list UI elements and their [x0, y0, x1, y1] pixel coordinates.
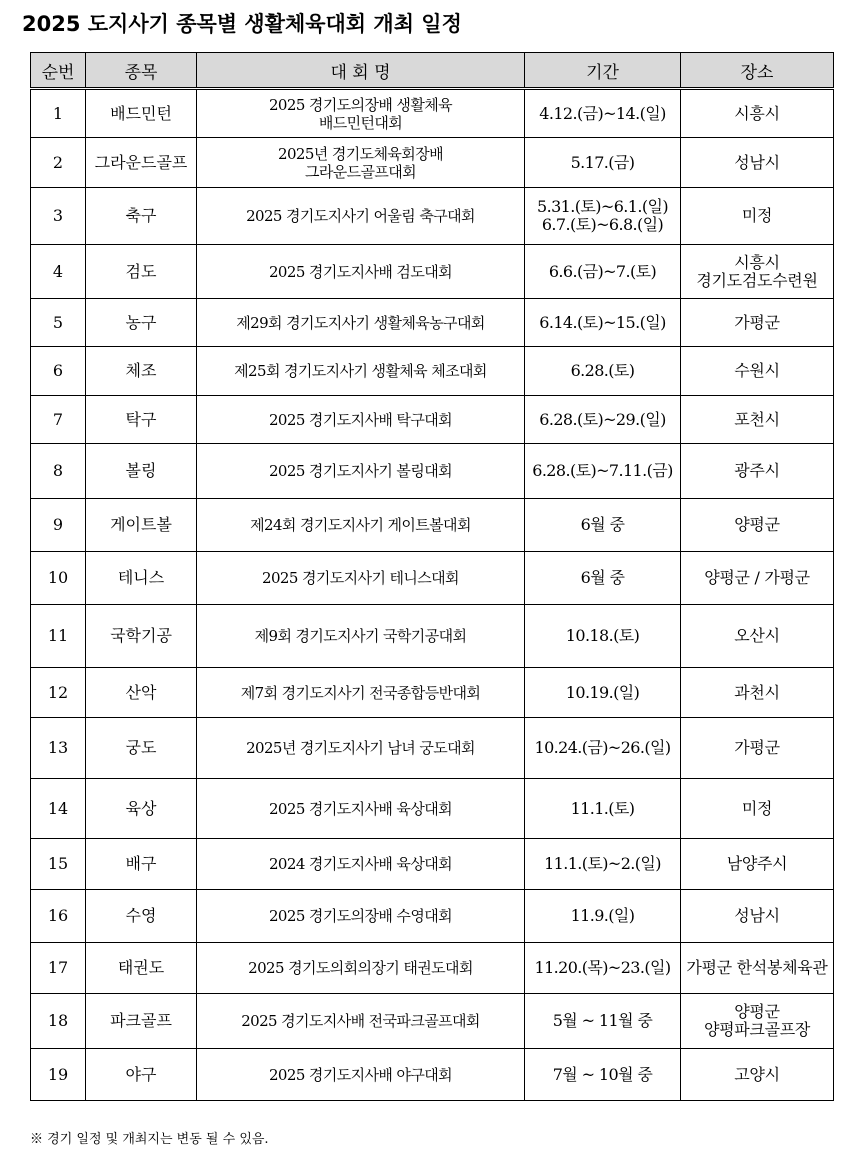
event-name-line: 그라운드골프대회	[304, 162, 417, 181]
event-name-cell	[197, 444, 525, 499]
row-number-text: 10	[47, 568, 69, 587]
row-number	[31, 552, 86, 605]
table-row	[31, 396, 834, 444]
row-number	[31, 138, 86, 188]
header-no: 순번	[31, 53, 86, 89]
row-number-text: 8	[52, 461, 64, 480]
row-number	[31, 299, 86, 347]
event-name-cell	[197, 668, 525, 718]
place-line: 남양주시	[726, 854, 788, 873]
table-row	[31, 499, 834, 552]
place-line: 포천시	[734, 409, 780, 429]
sport-text: 축구	[125, 206, 157, 225]
place-cell	[681, 718, 834, 779]
place-line: 오산시	[734, 626, 780, 645]
event-name-cell	[197, 943, 525, 994]
period-cell	[525, 188, 681, 245]
period-cell	[525, 668, 681, 718]
place-cell	[681, 994, 834, 1049]
event-name-line: 제9회 경기도지사기 국학기공대회	[254, 627, 467, 645]
sport-cell	[86, 347, 197, 396]
table-body	[31, 89, 834, 1101]
sport-cell	[86, 994, 197, 1049]
sport-text: 파크골프	[110, 1011, 172, 1030]
event-name-line: 제29회 경기도지사기 생활체육농구대회	[236, 313, 485, 332]
table-row	[31, 552, 834, 605]
sport-cell	[86, 499, 197, 552]
row-number	[31, 890, 86, 943]
event-name-line: 2025 경기도지사기 볼링대회	[268, 462, 452, 480]
sport-text: 볼링	[125, 461, 157, 480]
sport-text: 농구	[125, 312, 157, 332]
event-name-cell	[197, 299, 525, 347]
sport-cell	[86, 552, 197, 605]
row-number-text: 19	[47, 1064, 69, 1084]
sport-cell	[86, 299, 197, 347]
period-cell	[525, 89, 681, 138]
event-name-line: 2025 경기도지사배 검도대회	[268, 262, 452, 281]
sport-text: 검도	[125, 261, 157, 281]
period-line: 6.28.(토)	[570, 361, 635, 380]
sport-text: 배구	[125, 854, 157, 873]
place-cell	[681, 779, 834, 839]
period-line: 6.28.(토)~7.11.(금)	[532, 461, 673, 480]
event-name-cell	[197, 1049, 525, 1101]
sport-text: 육상	[125, 798, 157, 818]
place-line: 성남시	[734, 906, 780, 925]
sport-text: 테니스	[117, 568, 165, 587]
period-cell	[525, 1049, 681, 1101]
place-cell	[681, 668, 834, 718]
row-number-text: 17	[47, 958, 69, 977]
sport-cell	[86, 943, 197, 994]
page-title: 2025 도지사기 종목별 생활체육대회 개최 일정	[22, 12, 462, 36]
header-event-name: 대 회 명	[197, 53, 525, 89]
sport-cell	[86, 890, 197, 943]
place-cell	[681, 396, 834, 444]
event-name-cell	[197, 605, 525, 668]
row-number	[31, 994, 86, 1049]
place-line: 가평군 한석봉체육관	[686, 958, 828, 977]
event-name-line: 제25회 경기도지사기 생활체육 체조대회	[234, 362, 487, 380]
sport-text: 궁도	[125, 738, 157, 757]
period-line: 6.6.(금)~7.(토)	[548, 261, 657, 281]
row-number	[31, 396, 86, 444]
period-cell	[525, 779, 681, 839]
event-name-cell	[197, 89, 525, 138]
row-number-text: 16	[47, 906, 69, 925]
event-name-cell	[197, 499, 525, 552]
sport-cell	[86, 138, 197, 188]
sport-cell	[86, 89, 197, 138]
sport-text: 수영	[125, 906, 157, 925]
event-name-cell	[197, 138, 525, 188]
table-header-row	[31, 53, 834, 89]
row-number-text: 15	[47, 854, 69, 873]
event-name-cell	[197, 396, 525, 444]
sport-cell	[86, 245, 197, 299]
place-line: 미정	[741, 798, 773, 818]
event-name-cell	[197, 347, 525, 396]
period-line: 10.18.(토)	[565, 626, 640, 645]
row-number-text: 4	[52, 261, 64, 281]
event-name-line: 2025 경기도의회의장기 태권도대회	[248, 959, 473, 977]
place-cell	[681, 188, 834, 245]
event-name-line: 2025 경기도지사배 야구대회	[268, 1065, 452, 1084]
period-line: 5.31.(토)~6.1.(일)	[537, 197, 668, 216]
row-number	[31, 943, 86, 994]
footnote: ※ 경기 일정 및 개최지는 변동 될 수 있음.	[30, 1132, 269, 1147]
table-row	[31, 718, 834, 779]
row-number	[31, 499, 86, 552]
place-cell	[681, 839, 834, 890]
period-line: 11.9.(일)	[570, 906, 635, 925]
period-line: 10.19.(일)	[565, 682, 640, 702]
period-line: 11.20.(목)~23.(일)	[534, 958, 671, 977]
event-name-cell	[197, 718, 525, 779]
event-name-cell	[197, 552, 525, 605]
row-number-text: 14	[47, 798, 69, 818]
row-number	[31, 605, 86, 668]
period-cell	[525, 890, 681, 943]
row-number-text: 11	[47, 626, 69, 645]
period-line: 10.24.(금)~26.(일)	[534, 738, 671, 757]
row-number	[31, 668, 86, 718]
sport-text: 탁구	[125, 409, 157, 429]
table-row	[31, 138, 834, 188]
row-number-text: 3	[52, 206, 64, 225]
place-cell	[681, 245, 834, 299]
period-cell	[525, 299, 681, 347]
event-name-line: 2025 경기도지사기 어울림 축구대회	[246, 207, 475, 225]
place-line: 성남시	[734, 152, 780, 172]
place-line: 수원시	[734, 361, 780, 380]
table-row	[31, 89, 834, 138]
sport-cell	[86, 718, 197, 779]
event-name-line: 제24회 경기도지사기 게이트볼대회	[250, 516, 471, 534]
row-number	[31, 1049, 86, 1101]
place-line: 시흥시	[734, 103, 780, 123]
row-number	[31, 347, 86, 396]
event-name-line: 2025 경기도지사배 탁구대회	[268, 410, 452, 429]
period-line: 6.14.(토)~15.(일)	[539, 312, 666, 332]
event-name-line: 2025년 경기도지사기 남녀 궁도대회	[246, 739, 475, 757]
sport-text: 국학기공	[110, 626, 172, 645]
table-row	[31, 994, 834, 1049]
place-line: 경기도검도수련원	[696, 270, 818, 290]
header-place: 장소	[681, 53, 834, 89]
period-cell	[525, 138, 681, 188]
period-cell	[525, 444, 681, 499]
period-line: 11.1.(토)	[570, 798, 635, 818]
row-number-text: 9	[52, 515, 64, 534]
event-name-line: 배드민턴대회	[318, 113, 403, 132]
place-line: 가평군	[734, 312, 780, 332]
sport-cell	[86, 605, 197, 668]
period-line: 5.17.(금)	[570, 152, 635, 172]
event-name-line: 2024 경기도지사배 육상대회	[268, 855, 452, 873]
event-name-line: 2025 경기도지사배 육상대회	[268, 799, 452, 818]
period-line: 6월 중	[580, 515, 625, 534]
table-row	[31, 779, 834, 839]
header-sport: 종목	[86, 53, 197, 89]
period-line: 4.12.(금)~14.(일)	[539, 103, 666, 123]
event-name-line: 제7회 경기도지사기 전국종합등반대회	[240, 683, 481, 702]
sport-cell	[86, 188, 197, 245]
sport-cell	[86, 839, 197, 890]
period-line: 7월 ~ 10월 중	[552, 1064, 653, 1084]
row-number-text: 2	[52, 152, 64, 172]
place-cell	[681, 444, 834, 499]
table-row	[31, 890, 834, 943]
sport-text: 산악	[125, 682, 157, 702]
period-cell	[525, 943, 681, 994]
period-line: 6.28.(토)~29.(일)	[539, 409, 666, 429]
table-row	[31, 188, 834, 245]
row-number-text: 7	[52, 409, 64, 429]
event-name-line: 2025 경기도의장배 수영대회	[268, 907, 452, 925]
period-cell	[525, 994, 681, 1049]
period-line: 6.7.(토)~6.8.(일)	[541, 215, 664, 234]
table-row	[31, 444, 834, 499]
event-name-line: 2025 경기도지사배 전국파크골프대회	[241, 1012, 480, 1030]
event-name-line: 2025 경기도의장배 생활체육	[268, 95, 452, 114]
period-line: 6월 중	[580, 568, 625, 587]
row-number	[31, 444, 86, 499]
row-number-text: 13	[47, 738, 69, 757]
place-cell	[681, 499, 834, 552]
table-row	[31, 943, 834, 994]
period-line: 11.1.(토)~2.(일)	[544, 854, 661, 873]
place-line: 미정	[741, 206, 773, 225]
row-number-text: 5	[52, 312, 64, 332]
place-line: 양평파크골프장	[703, 1020, 811, 1039]
row-number-text: 6	[52, 361, 64, 380]
place-cell	[681, 89, 834, 138]
event-name-cell	[197, 188, 525, 245]
sport-cell	[86, 668, 197, 718]
event-name-cell	[197, 890, 525, 943]
row-number-text: 12	[47, 682, 69, 702]
place-cell	[681, 347, 834, 396]
place-line: 고양시	[734, 1064, 780, 1084]
header-period: 기간	[525, 53, 681, 89]
event-name-cell	[197, 994, 525, 1049]
table-row	[31, 347, 834, 396]
row-number	[31, 839, 86, 890]
place-cell	[681, 1049, 834, 1101]
period-cell	[525, 245, 681, 299]
place-line: 가평군	[734, 738, 780, 757]
place-line: 양평군	[734, 1002, 780, 1021]
sport-cell	[86, 1049, 197, 1101]
place-line: 과천시	[734, 682, 780, 702]
period-cell	[525, 605, 681, 668]
row-number	[31, 188, 86, 245]
event-name-line: 2025 경기도지사기 테니스대회	[262, 569, 459, 587]
table-row	[31, 839, 834, 890]
period-cell	[525, 552, 681, 605]
event-name-cell	[197, 839, 525, 890]
sport-cell	[86, 779, 197, 839]
row-number	[31, 718, 86, 779]
table-row	[31, 299, 834, 347]
sport-text: 게이트볼	[110, 515, 172, 534]
period-cell	[525, 499, 681, 552]
place-line: 양평군	[734, 515, 780, 534]
sport-text: 배드민턴	[110, 103, 172, 123]
sport-text: 그라운드골프	[94, 152, 188, 172]
row-number-text: 1	[52, 103, 64, 123]
period-cell	[525, 718, 681, 779]
event-name-cell	[197, 779, 525, 839]
row-number	[31, 245, 86, 299]
row-number	[31, 779, 86, 839]
period-cell	[525, 347, 681, 396]
table-row	[31, 245, 834, 299]
event-name-line: 2025년 경기도체육회장배	[278, 144, 443, 163]
sport-text: 야구	[125, 1064, 157, 1084]
place-cell	[681, 890, 834, 943]
period-cell	[525, 839, 681, 890]
place-cell	[681, 943, 834, 994]
sport-cell	[86, 444, 197, 499]
place-cell	[681, 552, 834, 605]
period-cell	[525, 396, 681, 444]
event-name-cell	[197, 245, 525, 299]
place-cell	[681, 299, 834, 347]
place-line: 광주시	[734, 461, 780, 480]
table-row	[31, 1049, 834, 1101]
place-cell	[681, 138, 834, 188]
schedule-table	[30, 52, 834, 1101]
sport-text: 체조	[125, 361, 157, 380]
row-number-text: 18	[47, 1011, 69, 1030]
row-number	[31, 89, 86, 138]
sport-cell	[86, 396, 197, 444]
place-line: 양평군 / 가평군	[704, 568, 810, 587]
place-line: 시흥시	[734, 252, 780, 272]
place-cell	[681, 605, 834, 668]
table-row	[31, 605, 834, 668]
table-row	[31, 668, 834, 718]
sport-text: 태권도	[117, 958, 165, 977]
period-line: 5월 ~ 11월 중	[552, 1011, 653, 1030]
